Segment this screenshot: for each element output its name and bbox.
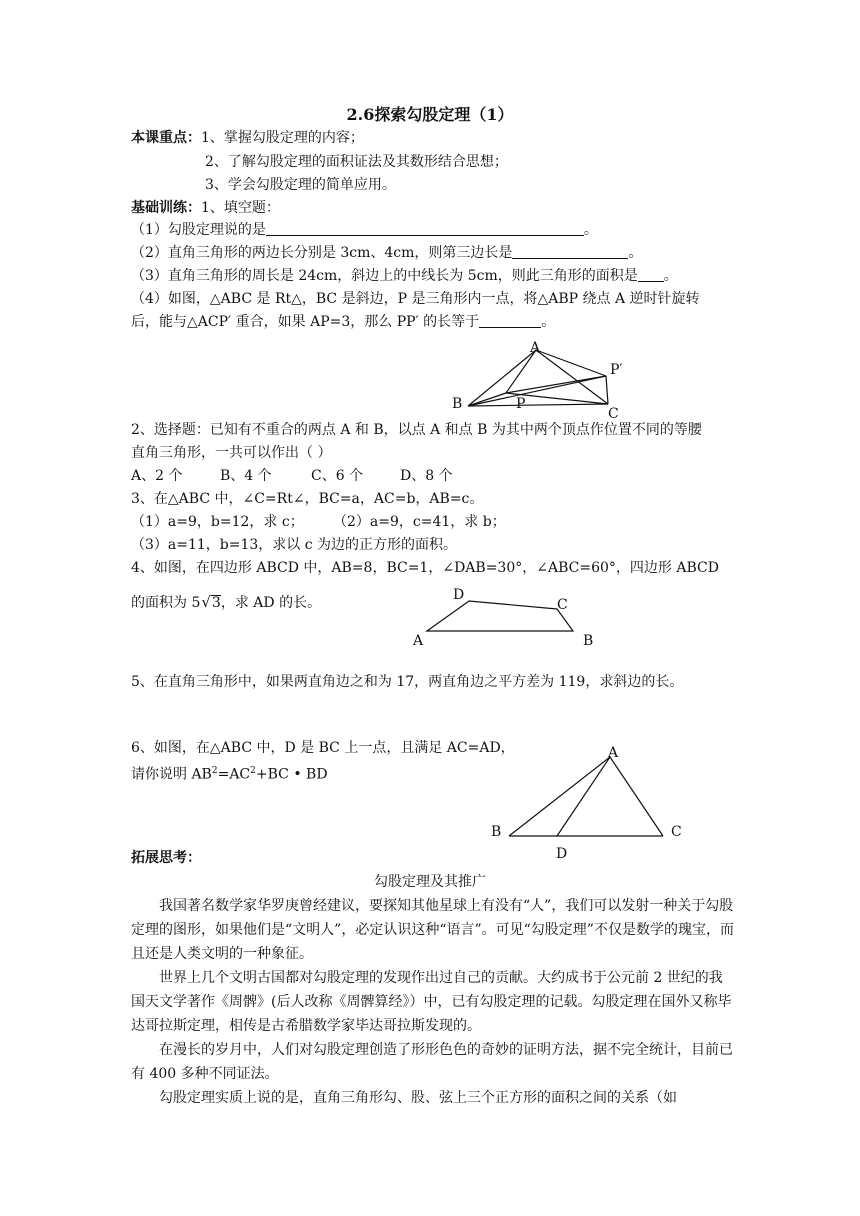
key-point-item: 1、掌握勾股定理的内容； xyxy=(201,130,364,146)
question-text: 的面积为 5 xyxy=(131,595,201,611)
basic-training-label: 基础训练： xyxy=(131,200,201,216)
key-point-item: 2、了解勾股定理的面积证法及其数形结合思想； xyxy=(205,154,508,170)
question-text: 。 xyxy=(583,222,598,238)
answer-blank[interactable] xyxy=(479,313,541,328)
question-2-line-2: 直角三角形，一共可以作出（ ） xyxy=(131,445,332,461)
question-text: 。 xyxy=(628,245,643,261)
segment-bc xyxy=(468,404,608,406)
segment-pp2 xyxy=(506,376,606,393)
quadrilateral-outline xyxy=(427,601,573,631)
extension-paragraph-4: 勾股定理实质上说的是，直角三角形勾、股、弦上三个正方形的面积之间的关系（如 xyxy=(159,1090,677,1106)
question-3-part-1: （1）a=9，b=12，求 c； xyxy=(131,514,304,530)
label-a: A xyxy=(530,340,541,356)
page-title: 2.6探索勾股定理（1） xyxy=(346,105,514,124)
segment-p2c xyxy=(606,376,608,404)
question-1-2 xyxy=(131,243,642,263)
question-1-1 xyxy=(131,220,598,240)
label-a: A xyxy=(608,745,619,761)
question-2-line-1: 2、选择题：已知有不重合的两点 A 和 B，以点 A 和点 B 为其中两个顶点作位置不同的等腰 xyxy=(131,422,702,438)
question-6-line-1: 6、如图，在△ABC 中，D 是 BC 上一点，且满足 AC=AD， xyxy=(131,740,515,756)
answer-blank[interactable] xyxy=(266,221,584,236)
question-6-line-2 xyxy=(131,761,328,785)
question-text: （2）直角三角形的两边长分别是 3cm、4cm，则第三边长是 xyxy=(131,245,513,261)
fill-in-heading: 1、填空题： xyxy=(201,200,280,216)
key-points-line-1 xyxy=(131,128,364,148)
question-text: =AC xyxy=(217,766,251,783)
sqrt-radicand: 3 xyxy=(211,595,221,611)
question-text: （3）直角三角形的周长是 24cm，斜边上的中线长为 5cm，则此三角形的面积是 xyxy=(131,268,638,284)
option-c: C、6 个 xyxy=(311,468,364,484)
option-a: A、2 个 xyxy=(131,468,183,484)
segment-ab xyxy=(509,757,610,836)
key-points-label: 本课重点： xyxy=(131,130,201,146)
label-c: C xyxy=(608,406,619,422)
label-p: P xyxy=(516,396,526,412)
question-text: 后，能与△ACP′ 重合，如果 AP=3，那么 PP′ 的长等于 xyxy=(131,314,480,330)
label-b: B xyxy=(452,396,463,412)
label-b: B xyxy=(491,824,502,840)
figure-triangle-abc-p xyxy=(440,336,640,424)
extension-heading: 勾股定理及其推广 xyxy=(374,874,486,890)
question-text: （1）勾股定理说的是 xyxy=(131,222,266,238)
answer-blank[interactable] xyxy=(638,267,664,282)
key-point-item: 3、学会勾股定理的简单应用。 xyxy=(205,177,396,193)
question-4-line-1: 4、如图，在四边形 ABCD 中，AB=8，BC=1，∠DAB=30°，∠ABC=60°，四边形 ABCD xyxy=(131,560,719,576)
figure-triangle-abc-d xyxy=(485,740,695,862)
extension-paragraph-1: 我国著名数学家华罗庚曾经建议，要探知其他星球上有没有“人”，我们可以发射一种关于勾股定理的图形，如果他们是“文明人”，必定认识这种“语言”。可见“勾股定理”不仅是数学的瑰宝，而且还是人类文明的一种象征。 xyxy=(131,898,734,962)
question-1-3 xyxy=(131,266,678,286)
segment-ad xyxy=(557,757,610,836)
question-5: 5、在直角三角形中，如果两直角边之和为 17，两直角边之平方差为 119，求斜边的长。 xyxy=(131,674,684,690)
label-p-prime: P′ xyxy=(610,362,623,378)
question-1-4-line-1: （4）如图，△ABC 是 Rt△，BC 是斜边，P 是三角形内一点，将△ABP 绕点 A 逆时针旋转 xyxy=(131,291,700,307)
question-3-intro: 3、在△ABC 中，∠C=Rt∠，BC=a，AC=b，AB=c。 xyxy=(131,491,484,507)
question-text: 。 xyxy=(663,268,678,284)
question-3-part-2: （2）a=9，c=41，求 b； xyxy=(333,514,506,530)
figure-quadrilateral-abcd xyxy=(405,585,605,651)
question-4-line-2 xyxy=(131,592,321,613)
question-text: +BC • BD xyxy=(255,766,328,783)
question-text: 请你说明 AB xyxy=(131,766,212,783)
label-c: C xyxy=(557,597,568,613)
label-b: B xyxy=(583,633,594,649)
superscript: 2 xyxy=(250,766,256,776)
label-d: D xyxy=(556,846,568,862)
label-a: A xyxy=(413,633,424,649)
answer-blank[interactable] xyxy=(512,244,628,259)
segment-ap2 xyxy=(536,350,606,376)
sqrt-sign: √ xyxy=(201,593,211,611)
superscript: 2 xyxy=(211,766,218,776)
extension-paragraph-2: 世界上几个文明古国都对勾股定理的发现作出过自己的贡献。大约成书于公元前 2 世纪的我国天文学著作《周髀》(后人改称《周髀算经》）中，已有勾股定理的记载。勾股定理在国外又称毕达哥拉斯定理，相传是古希腊数学家毕达哥拉斯发现的。 xyxy=(131,970,732,1034)
extension-paragraph-3: 在漫长的岁月中，人们对勾股定理创造了形形色色的奇妙的证明方法，据不完全统计，目前已有 400 多种不同证法。 xyxy=(131,1042,733,1082)
segment-ac xyxy=(610,757,663,836)
question-text: ，求 AD 的长。 xyxy=(220,595,322,611)
question-1-4-line-2 xyxy=(131,312,555,332)
option-d: D、8 个 xyxy=(400,468,453,484)
question-text: 。 xyxy=(541,314,556,330)
label-d: D xyxy=(453,587,465,603)
question-3-part-3: （3）a=11，b=13，求以 c 为边的正方形的面积。 xyxy=(131,537,458,553)
option-b: B、4 个 xyxy=(220,468,272,484)
segment-ab xyxy=(468,350,536,406)
extension-label: 拓展思考： xyxy=(131,850,201,866)
basic-training-line xyxy=(131,198,280,218)
label-c: C xyxy=(671,824,682,840)
